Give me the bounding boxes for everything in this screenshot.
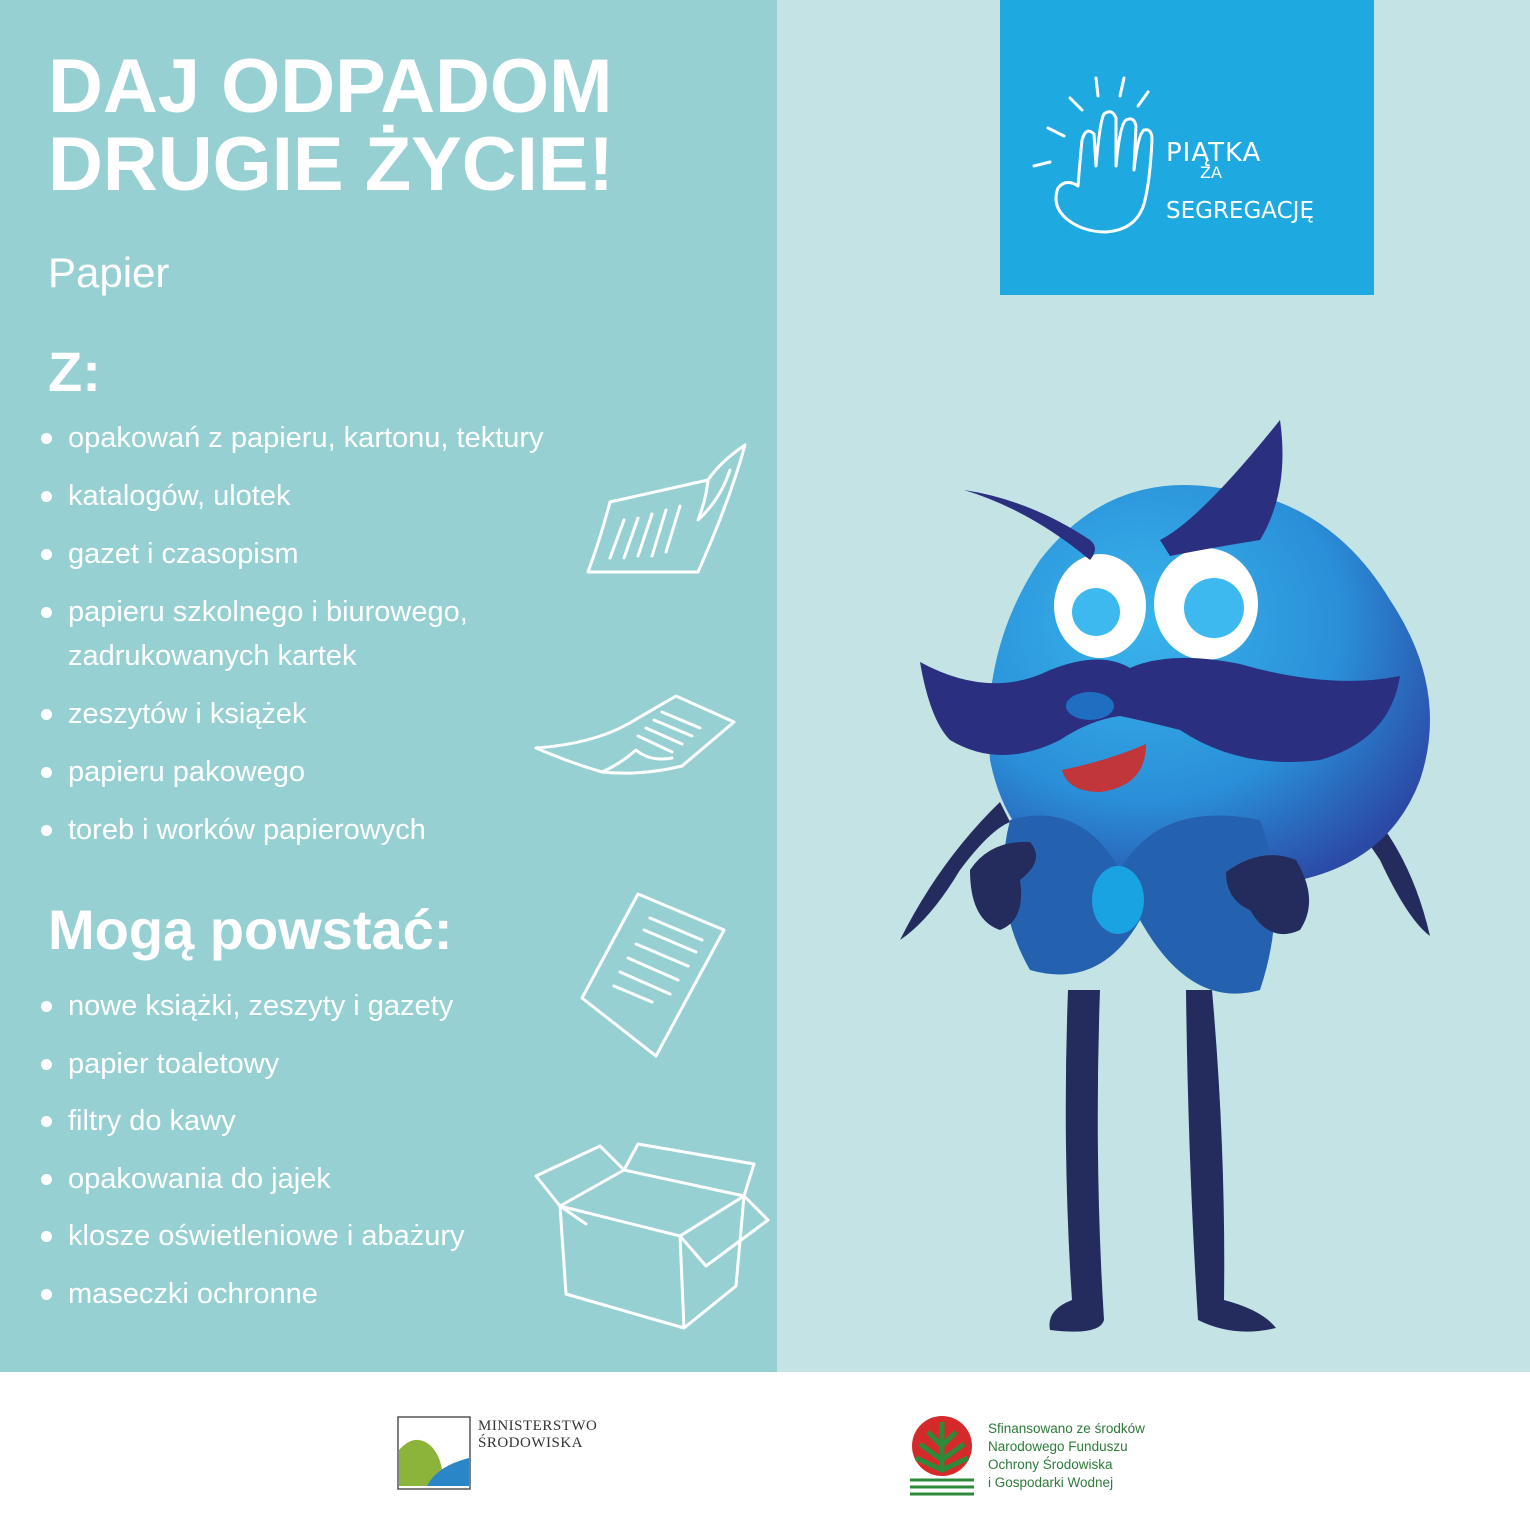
ministry-name xyxy=(478,1418,597,1452)
list-item: gazet i czasopism xyxy=(38,532,544,576)
result-list xyxy=(38,984,465,1330)
brand-line-1: PIĄTKA xyxy=(1166,138,1262,168)
poster-subtitle: Papier xyxy=(48,249,170,296)
fund-line-1: Sfinansowano ze środków xyxy=(988,1421,1145,1436)
document-page-icon xyxy=(578,890,728,1060)
list-item: nowe książki, zeszyty i gazety xyxy=(38,984,465,1028)
list-item: maseczki ochronne xyxy=(38,1272,465,1316)
list-item xyxy=(38,590,544,678)
ministry-line-2: ŚRODOWISKA xyxy=(478,1435,584,1451)
list-item: papieru pakowego xyxy=(38,750,544,794)
brand-logo-box xyxy=(1000,0,1374,295)
brand-line-3: SEGREGACJĘ xyxy=(1166,198,1314,224)
brand-line-2: ZA xyxy=(1200,163,1222,182)
title-line-1: DAJ ODPADOM xyxy=(48,44,613,129)
curled-paper-icon xyxy=(580,440,750,580)
list-item: opakowań z papieru, kartonu, tektury xyxy=(38,416,544,460)
right-leg xyxy=(1186,990,1276,1332)
fund-line-2: Narodowego Funduszu xyxy=(988,1439,1128,1454)
bow-tie-knot xyxy=(1092,866,1144,934)
flat-paper-icon xyxy=(532,692,738,778)
list-item-line-1: papieru szkolnego i biurowego, xyxy=(68,596,468,628)
ministry-logo xyxy=(397,1416,471,1490)
mascot-illustration xyxy=(880,410,1460,1370)
fund-line-3: Ochrony Środowiska xyxy=(988,1457,1113,1472)
list-item: klosze oświetleniowe i abażury xyxy=(38,1214,465,1258)
list-item: filtry do kawy xyxy=(38,1099,465,1143)
title-line-2: DRUGIE ŻYCIE! xyxy=(48,122,614,207)
left-leg xyxy=(1049,990,1104,1332)
list-item: opakowania do jajek xyxy=(38,1157,465,1201)
list-item: toreb i worków papierowych xyxy=(38,808,544,852)
cardboard-box-icon xyxy=(530,1140,770,1332)
list-item-line-2: zadrukowanych kartek xyxy=(68,640,357,672)
ministry-line-1: MINISTERSTWO xyxy=(478,1418,598,1434)
fund-text xyxy=(988,1420,1145,1492)
list-item: zeszytów i książek xyxy=(38,692,544,736)
right-pupil xyxy=(1184,578,1244,638)
list-item: papier toaletowy xyxy=(38,1042,465,1086)
list-item: katalogów, ulotek xyxy=(38,474,544,518)
left-pupil xyxy=(1072,588,1120,636)
section-can-become-heading: Mogą powstać: xyxy=(48,898,453,961)
nose xyxy=(1066,692,1114,720)
poster-title xyxy=(48,44,614,207)
footer xyxy=(0,1372,1530,1530)
fund-logo xyxy=(906,1414,978,1496)
waving-hand-icon xyxy=(1020,70,1165,240)
from-list xyxy=(38,416,544,866)
fund-line-4: i Gospodarki Wodnej xyxy=(988,1475,1114,1490)
section-from-heading: Z: xyxy=(48,340,101,403)
